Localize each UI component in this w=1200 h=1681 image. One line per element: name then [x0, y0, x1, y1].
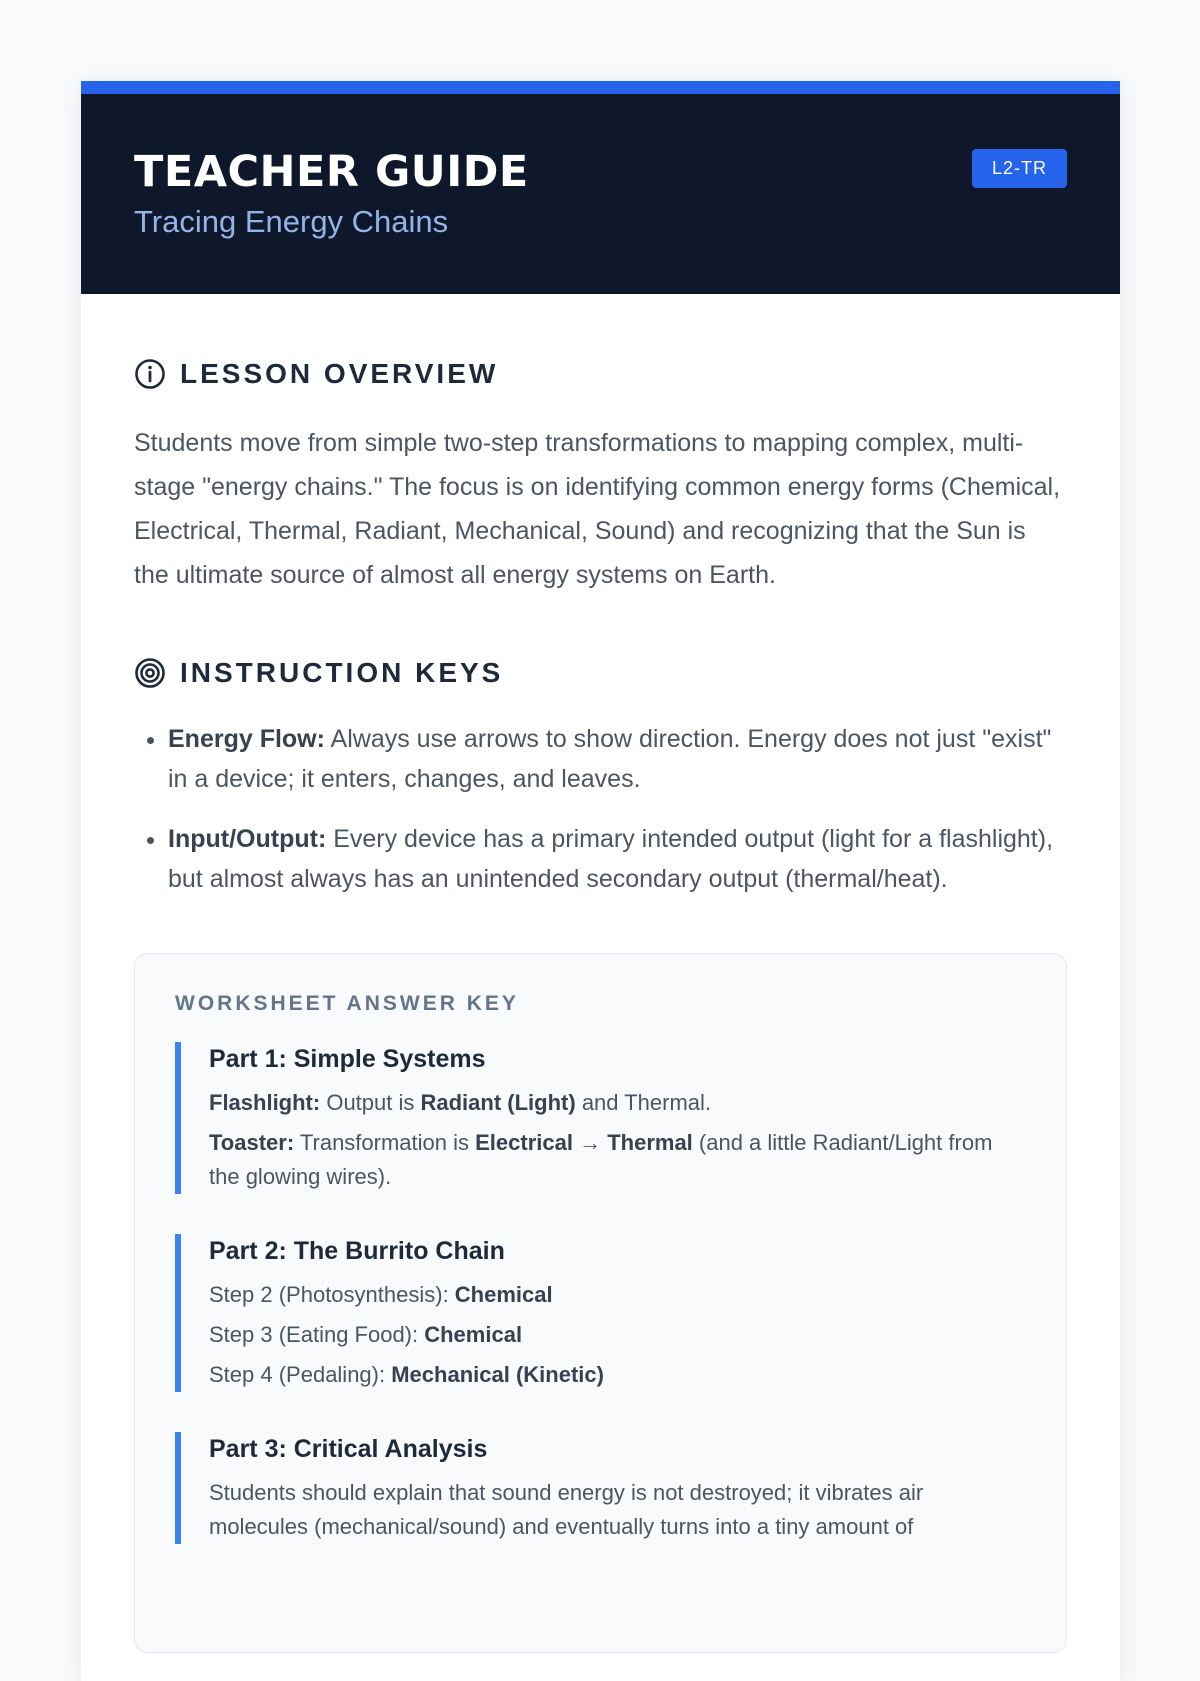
- answer-text: and Thermal.: [575, 1090, 712, 1115]
- flashlight-answer: [209, 1086, 1026, 1120]
- overview-text: Students move from simple two-step transformations to mapping complex, multi-stage "energy chains." The focus is on identifying common energy forms (Chemical, Electrical, Thermal, Radiant, Mechanical, Sound) and recognizing that the Sun is the ultimate source of almost all energy systems on Earth.: [134, 429, 1061, 589]
- step-label: Step 4 (Pedaling):: [209, 1362, 392, 1387]
- list-item: [168, 819, 1067, 899]
- answer-label: Flashlight:: [209, 1090, 321, 1115]
- answer-text: Output is: [320, 1090, 421, 1115]
- part-title: Part 2: The Burrito Chain: [209, 1237, 505, 1265]
- instruction-keys-title: INSTRUCTION KEYS: [180, 657, 504, 688]
- instruction-keys-heading: [134, 653, 1067, 693]
- answer-value: Electrical: [475, 1130, 573, 1155]
- key-label: Energy Flow:: [168, 725, 325, 753]
- step-answer: [209, 1318, 1026, 1352]
- answer-key-box: [134, 953, 1067, 1653]
- guide-content: [81, 294, 1120, 1653]
- answer-text: Transformation is: [294, 1130, 476, 1155]
- step-label: Step 3 (Eating Food):: [209, 1322, 425, 1347]
- answer-value: Radiant (Light): [420, 1090, 576, 1115]
- list-item: [168, 719, 1067, 799]
- answer-part-1: [175, 1042, 1026, 1194]
- overview-title: LESSON OVERVIEW: [180, 358, 499, 389]
- info-icon: [134, 358, 166, 390]
- part-title: Part 1: Simple Systems: [209, 1045, 486, 1073]
- guide-page: [81, 81, 1120, 1681]
- step-answer: [209, 1358, 1026, 1392]
- answer-text: (and a little Radiant/Light from the glowing wires).: [209, 1130, 993, 1189]
- page-title: TEACHER GUIDE: [134, 147, 529, 197]
- answer-value: Thermal: [607, 1130, 693, 1155]
- arrow-glyph: →: [572, 1130, 608, 1155]
- key-text: Always use arrows to show direction. Energy does not just "exist" in a device; it enters, changes, and leaves.: [168, 725, 1052, 793]
- analysis-answer: Students should explain that sound energy is not destroyed; it vibrates air molecules (mechanical/sound) and eventually turns into a tiny amount of: [209, 1480, 924, 1539]
- key-text: Every device has a primary intended output (light for a flashlight), but almost always has an unintended secondary output (thermal/heat).: [168, 825, 1054, 893]
- step-value: Chemical: [424, 1322, 523, 1347]
- instruction-keys-list: [134, 719, 1067, 899]
- page-subtitle: Tracing Energy Chains: [134, 204, 449, 239]
- answer-label: Toaster:: [209, 1130, 295, 1155]
- part-title: Part 3: Critical Analysis: [209, 1435, 488, 1463]
- step-answer: [209, 1278, 1026, 1312]
- lesson-code-badge: L2-TR: [972, 149, 1067, 188]
- answer-part-3: [175, 1432, 1026, 1544]
- toaster-answer: [209, 1126, 1026, 1194]
- target-icon: [134, 657, 166, 689]
- key-label: Input/Output:: [168, 825, 327, 853]
- guide-header: [81, 81, 1120, 294]
- answer-part-2: [175, 1234, 1026, 1392]
- step-label: Step 2 (Photosynthesis):: [209, 1282, 455, 1307]
- answer-key-heading: WORKSHEET ANSWER KEY: [175, 992, 519, 1015]
- overview-heading: [134, 354, 1067, 394]
- step-value: Mechanical (Kinetic): [391, 1362, 604, 1387]
- step-value: Chemical: [454, 1282, 553, 1307]
